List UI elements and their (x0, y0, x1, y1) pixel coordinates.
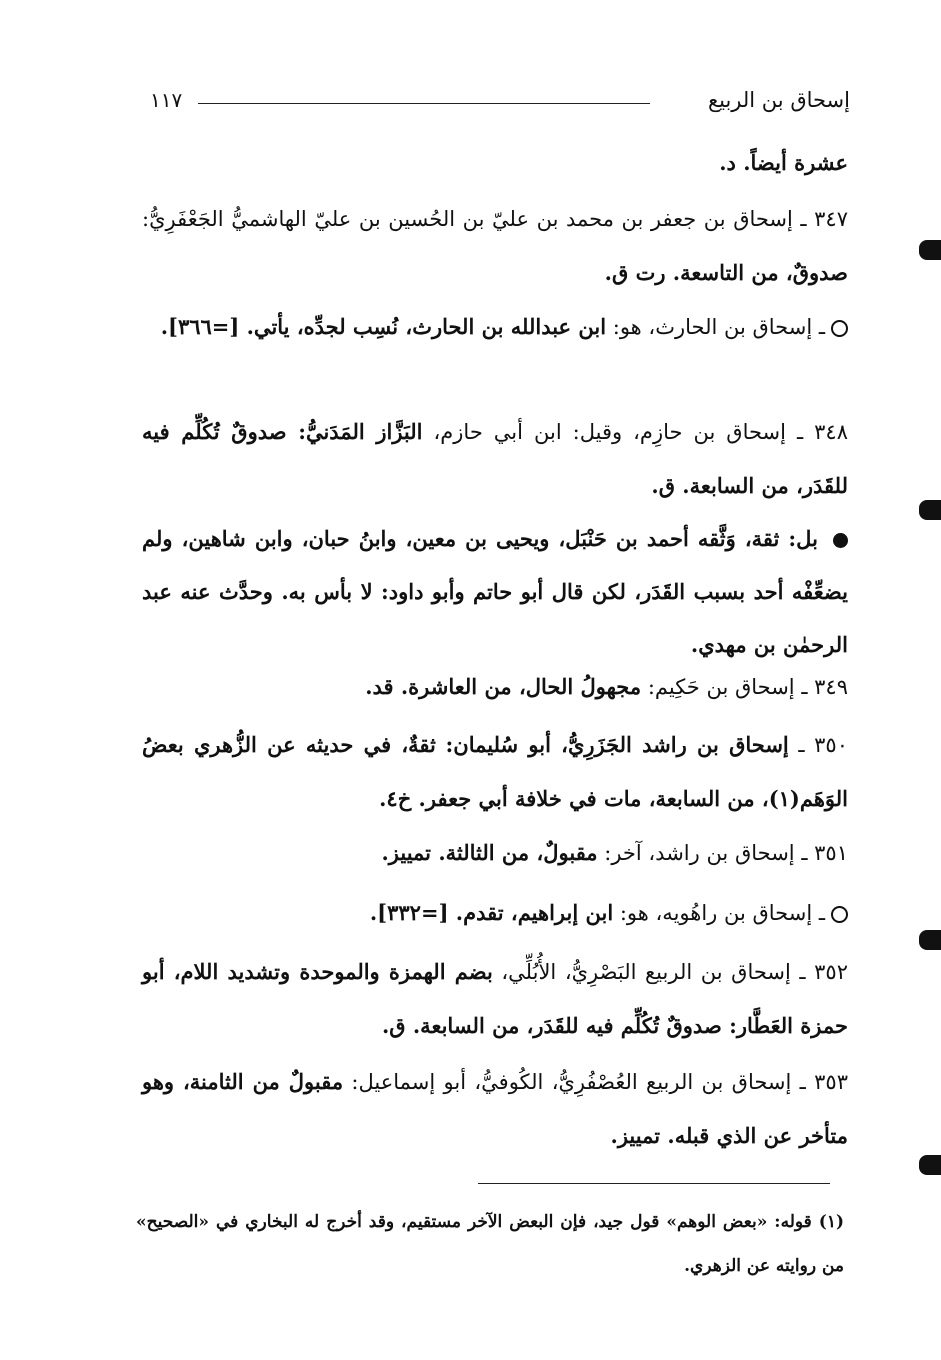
entry-body: ابن عبدالله بن الحارث، نُسِب لجدِّه، يأتي. [=٣٦٦]. (160, 314, 607, 339)
entry-head: إسحاق بن راشد، آخر: (604, 841, 795, 865)
page-number: ١١٧ (150, 88, 183, 112)
entry-347: ٣٤٧ ـ إسحاق بن جعفر بن محمد بن عليّ بن الحُسين بن عليّ الهاشميُّ الجَعْفَرِيُّ: صدوقٌ، من التاسعة. رت ق. (142, 207, 848, 285)
entry-349: ٣٤٩ ـ إسحاق بن حَكِيم: مجهولُ الحال، من العاشرة. قد. (365, 674, 848, 699)
entry-number: ٣٥١ (814, 841, 848, 865)
entry-number: ٣٥٣ (814, 1070, 848, 1094)
entry-head: إسحاق بن جعفر بن محمد بن عليّ بن الحُسين بن عليّ الهاشميُّ الجَعْفَرِيُّ: (142, 207, 793, 231)
entry-body: ثقةٌ، في حديثه عن الزُّهري بعضُ الوَهَم(١)، من السابعة، مات في خلافة أبي جعفر. خ٤. (142, 732, 848, 811)
entry-head: إسحاق بن الربيع العُصْفُرِيُّ، الكُوفيُّ، أبو إسماعيل: (351, 1070, 792, 1094)
page-edge-tab (919, 240, 941, 260)
entry-body: صدوقٌ، من التاسعة. رت ق. (604, 260, 848, 285)
entry-body: بضم الهمزة والموحدة وتشديد اللام، أبو حمزة العَطَّار: صدوقٌ تُكُلِّم فيه للقَدَر، من السابعة. ق. (142, 959, 848, 1038)
page-edge-tab (919, 930, 941, 950)
entry-number: ٣٤٧ (814, 207, 848, 231)
header-rule (198, 103, 650, 104)
entry-353: ٣٥٣ ـ إسحاق بن الربيع العُصْفُرِيُّ، الكُوفيُّ، أبو إسماعيل: مقبولٌ من الثامنة، وهو متأخر عن الذي قبله. تمييز. (142, 1069, 848, 1148)
entry-351: ٣٥١ ـ إسحاق بن راشد، آخر: مقبولٌ، من الثالثة. تمييز. (381, 840, 848, 865)
page-header (150, 88, 850, 118)
footnote-rule (478, 1183, 830, 1184)
commentary-348: بل: ثقة، وَثَّقه أحمد بن حَنْبَل، ويحيى بن معين، وابنُ حبان، وابن شاهين، ولم يضعِّفْه أحد بسبب القَدَر، لكن قال أبو حاتم وأبو داود: لا بأس به. وحدَّث عنه عبد الرحمٰن بن مهدي. (142, 526, 848, 657)
entry-body: البَزَّاز المَدَنيُّ: صدوقٌ تُكُلِّم فيه للقَدَر، من السابعة. ق. (142, 419, 848, 498)
entry-number: ٣٤٨ (814, 420, 848, 444)
entry-head: إسحاق بن راشد الجَزَرِيُّ، أبو سُليمان: (445, 732, 789, 757)
page-edge-tab (919, 1155, 941, 1175)
entry-body: ابن إبراهيم، تقدم. [=٣٣٢]. (369, 900, 614, 925)
entry-head: إسحاق بن حَكِيم: (647, 675, 795, 699)
cross-reference-1: ـ إسحاق بن الحارث، هو: ابن عبدالله بن الحارث، نُسِب لجدِّه، يأتي. [=٣٦٦]. (142, 300, 848, 354)
open-circle-icon (831, 906, 848, 923)
entry-number: ٣٤٩ (814, 675, 848, 699)
entry-body: مقبولٌ، من الثالثة. تمييز. (381, 840, 598, 865)
continuation-line: عشرة أيضاً. د. (719, 150, 848, 175)
entry-head: إسحاق بن راهُويه، هو: (619, 901, 813, 925)
running-title: إسحاق بن الربيع (707, 88, 850, 112)
cross-reference-2: ـ إسحاق بن راهُويه، هو: ابن إبراهيم، تقدم. [=٣٣٢]. (142, 886, 848, 940)
entry-body: مقبولٌ من الثامنة، وهو متأخر عن الذي قبله. تمييز. (142, 1069, 848, 1148)
entry-head: إسحاق بن الحارث، هو: (612, 315, 813, 339)
entry-head: إسحاق بن الربيع البَصْرِيُّ، الأُبُلِّي، (501, 960, 791, 984)
footnote: (١) قوله: «بعض الوهم» قول جيد، فإن البعض الآخر مستقيم، وقد أخرج له البخاري في «الصحيح» من روايته عن الزهري. (136, 1212, 844, 1276)
entry-352: ٣٥٢ ـ إسحاق بن الربيع البَصْرِيُّ، الأُبُلِّي، بضم الهمزة والموحدة وتشديد اللام، أبو حمزة العَطَّار: صدوقٌ تُكُلِّم فيه للقَدَر، من السابعة. ق. (142, 959, 848, 1038)
entry-head: إسحاق بن حازِم، وقيل: ابن أبي حازم، (433, 420, 786, 444)
entry-348: ٣٤٨ ـ إسحاق بن حازِم، وقيل: ابن أبي حازم، البَزَّاز المَدَنيُّ: صدوقٌ تُكُلِّم فيه للقَدَر، من السابعة. ق. (142, 419, 848, 498)
page-edge-tab (919, 500, 941, 520)
entry-number: ٣٥٠ (814, 733, 848, 757)
entry-body: مجهولُ الحال، من العاشرة. قد. (365, 674, 642, 699)
entry-350: ٣٥٠ ـ إسحاق بن راشد الجَزَرِيُّ، أبو سُليمان: ثقةٌ، في حديثه عن الزُّهري بعضُ الوَهَم(١)، من السابعة، مات في خلافة أبي جعفر. خ٤. (142, 732, 848, 811)
filled-circle-icon (833, 533, 848, 548)
entry-number: ٣٥٢ (814, 960, 848, 984)
open-circle-icon (831, 320, 848, 337)
